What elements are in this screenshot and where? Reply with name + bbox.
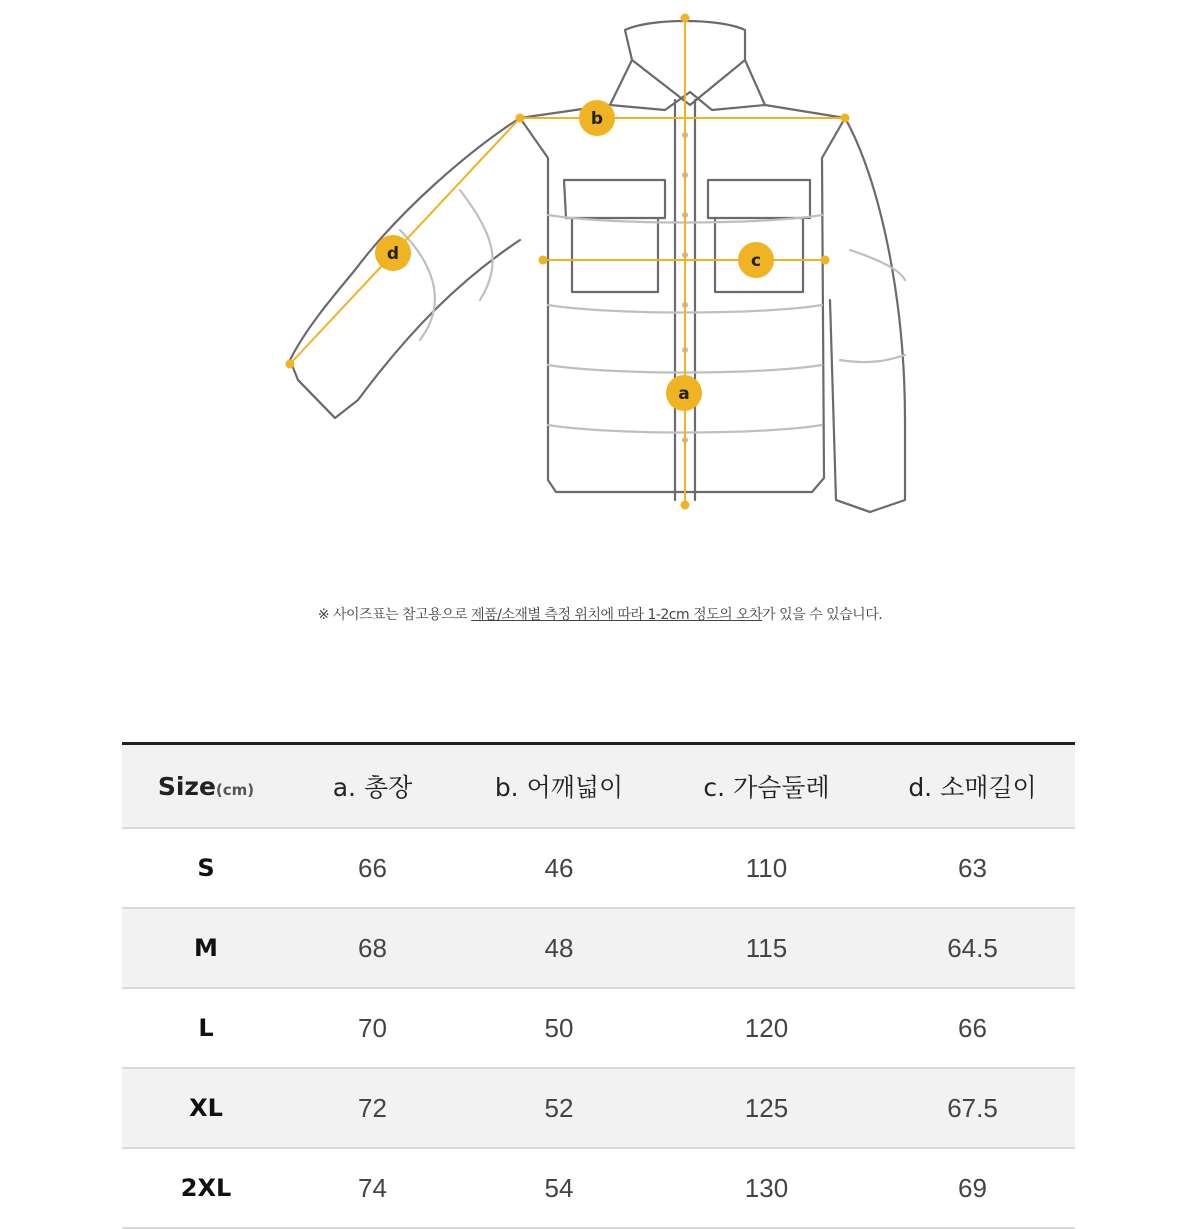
- header-col-a: a. 총장: [290, 744, 455, 829]
- size-label: M: [122, 908, 290, 988]
- value-cell: 63: [870, 828, 1075, 908]
- value-cell: 70: [290, 988, 455, 1068]
- value-cell: 115: [663, 908, 870, 988]
- value-cell: 72: [290, 1068, 455, 1148]
- value-cell: 50: [455, 988, 663, 1068]
- value-cell: 52: [455, 1068, 663, 1148]
- value-cell: 66: [290, 828, 455, 908]
- value-cell: 125: [663, 1068, 870, 1148]
- value-cell: 64.5: [870, 908, 1075, 988]
- note-part1: ※ 사이즈표는 참고용으로: [317, 607, 472, 623]
- value-cell: 68: [290, 908, 455, 988]
- table-row: [122, 908, 1075, 988]
- jacket-measurement-diagram: [0, 0, 1200, 560]
- note-part3: 가 있을 수 있습니다.: [762, 607, 883, 623]
- svg-text:b: b: [590, 109, 604, 129]
- size-table: [122, 742, 1075, 1229]
- marker-d: [375, 235, 411, 271]
- header-col-d: d. 소매길이: [870, 744, 1075, 829]
- svg-text:d: d: [386, 244, 400, 264]
- table-row: [122, 988, 1075, 1068]
- svg-text:a: a: [678, 384, 690, 404]
- value-cell: 54: [455, 1148, 663, 1228]
- value-cell: 69: [870, 1148, 1075, 1228]
- header-size: Size(cm): [122, 744, 290, 829]
- value-cell: 120: [663, 988, 870, 1068]
- header-unit: (cm): [215, 780, 255, 799]
- size-note: [0, 604, 1200, 624]
- marker-a: [666, 375, 702, 411]
- header-col-c: c. 가슴둘레: [663, 744, 870, 829]
- size-label: S: [122, 828, 290, 908]
- value-cell: 46: [455, 828, 663, 908]
- marker-b: [579, 100, 615, 136]
- table-row: [122, 1148, 1075, 1228]
- value-cell: 48: [455, 908, 663, 988]
- value-cell: 66: [870, 988, 1075, 1068]
- size-table-header: [122, 744, 1075, 829]
- header-col-b: b. 어깨넓이: [455, 744, 663, 829]
- value-cell: 130: [663, 1148, 870, 1228]
- table-row: [122, 1068, 1075, 1148]
- marker-c: [738, 242, 774, 278]
- size-label: L: [122, 988, 290, 1068]
- note-part2: 제품/소재별 측정 위치에 따라 1-2cm 정도의 오차: [471, 607, 763, 623]
- value-cell: 74: [290, 1148, 455, 1228]
- size-label: 2XL: [122, 1148, 290, 1228]
- size-label: XL: [122, 1068, 290, 1148]
- value-cell: 110: [663, 828, 870, 908]
- svg-text:c: c: [750, 251, 762, 271]
- table-row: [122, 828, 1075, 908]
- value-cell: 67.5: [870, 1068, 1075, 1148]
